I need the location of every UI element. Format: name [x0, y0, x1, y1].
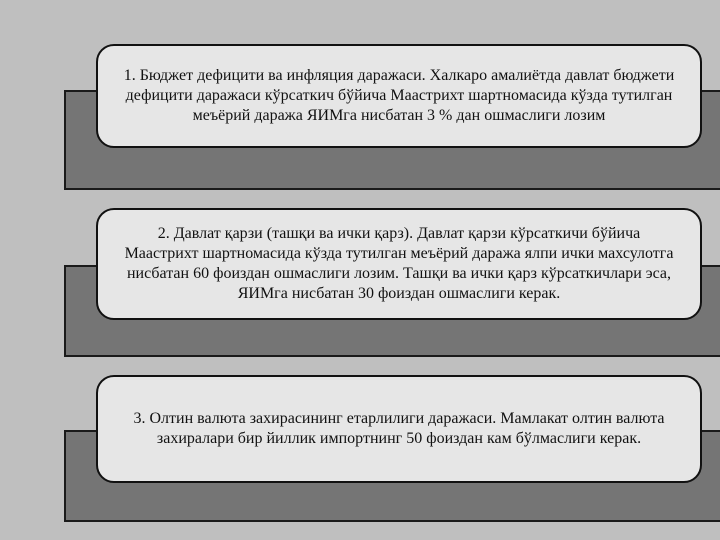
criterion-text-1: 1. Бюджет дефицити ва инфляция даражаси. Халкаро амалиётда давлат бюджети дефицити даражаси кўрсаткич бўйича Маастрихт шартномасида кўзда тутилган меъёрий даража ЯИМга нисбатан 3 % дан ошмаслиги лозим [123, 67, 675, 124]
criterion-box-2 [96, 208, 702, 320]
criterion-box-3 [96, 375, 702, 483]
criterion-text-2: 2. Давлат қарзи (ташқи ва ички қарз). Давлат қарзи кўрсаткичи бўйича Маастрихт шартномасида кўзда тутилган меъёрий даража ялпи ички махсулотга нисбатан 60 фоиздан ошмаслиги лозим. Ташқи ва ички қарз кўрсаткичлари эса, ЯИМга нисбатан 30 фоиздан ошмаслиги керак. [124, 225, 674, 302]
criterion-box-1 [96, 44, 702, 148]
criterion-text-3: 3. Олтин валюта захирасининг етарлилиги даражаси. Мамлакат олтин валюта захиралари бир йиллик импортнинг 50 фоиздан кам бўлмаслиги керак. [133, 410, 665, 447]
